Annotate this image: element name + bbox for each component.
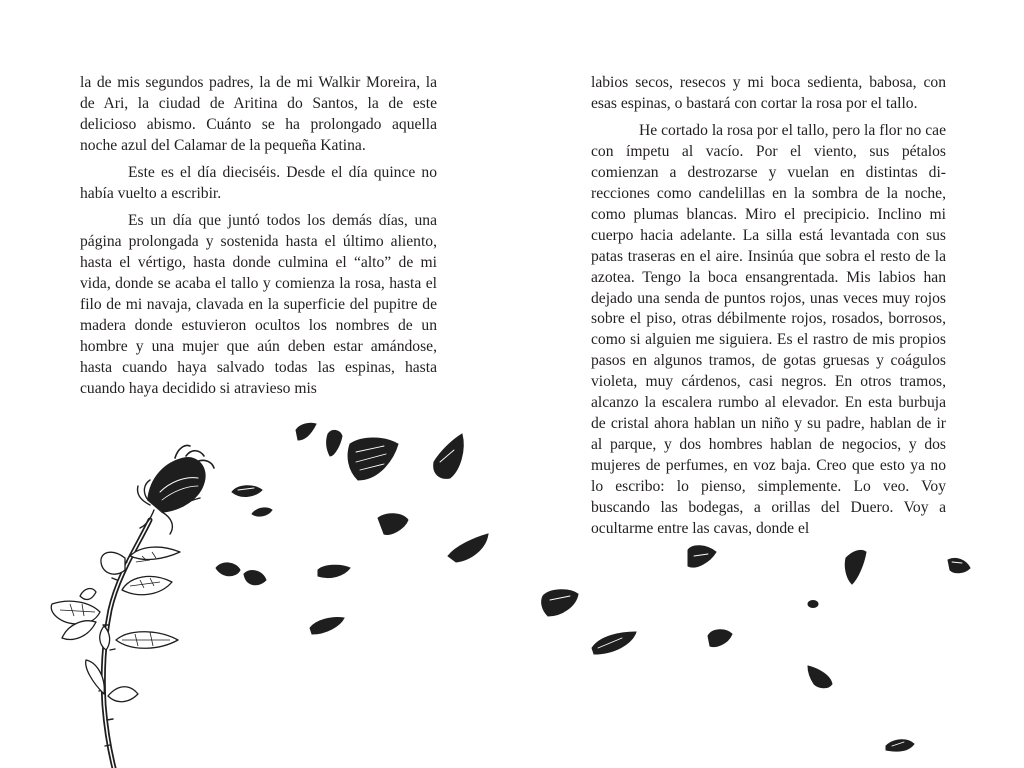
paragraph: labios secos, resecos y mi boca sedienta, babosa, con esas espinas, o bastará con cortar la rosa por el tallo. [591, 74, 946, 112]
paragraph: Este es el día dieciséis. Desde el día quince no había vuelto a escribir. [80, 164, 437, 203]
right-text-column [591, 73, 946, 546]
paragraph: He cortado la rosa por el tallo, pero la flor no cae con ímpetu al vacío. Por el viento, sus pétalos comienzan a destrozarse y vuelan en distintas direcciones como candelillas en la sombra de la noche, como plumas blancas. Miro el precipicio. Inclino mi cuerpo hacia adelante. La silla está levantada con sus patas traseras en el aire. Insinúa que sobra el resto de la azotea. Tengo la boca ensangrentada. Mis labios han dejado una senda de puntos rojos, unas veces muy rojos sobre el piso, otras débilmente rojos, rosados, borrosos, como si alguien me siguiera. Es el rastro de mis propios pasos en algunos tramos, de gotas gruesas y coágulos violeta, muy cárdenos, casi negros. En otros tramos, alcanzo la escalera rumbo al elevador. En esta burbuja de cristal ahora hablan un niño y su padre, hablan de ir al parque, y dos hombres hablan de negocios, y dos mujeres de perfumes, en voz baja. Creo que esto ya no lo escribo: lo pienso, simplemente. Lo veo. Voy buscando las bodegas, a orillas del Duero. Voy a ocultarme entre las cavas, donde el [591, 122, 946, 537]
paragraph: la de mis segundos padres, la de mi Walkir Moreira, la de Ari, la ciudad de Aritina do Santos, la de este delicioso abismo. Cuánto se ha prolongado aquella noche azul del Calamar de la pequeña Katina. [80, 74, 437, 154]
paragraph: Es un día que juntó todos los demás días, una página prolongada y sostenida hasta el último aliento, hasta el vértigo, hasta donde culmina el “alto” de mi vida, donde se acaba el tallo y comienza la rosa, hasta el filo de mi navaja, clavada en la superficie del pupitre de madera donde estuvieron ocultos los nombres de un hombre y una mujer que aún deben estar amándose, hasta cuando haya salvado todas las espinas, hasta cuando haya decidido si atravieso mis [80, 212, 437, 397]
left-text-column [80, 73, 437, 406]
right-page [512, 0, 1024, 768]
